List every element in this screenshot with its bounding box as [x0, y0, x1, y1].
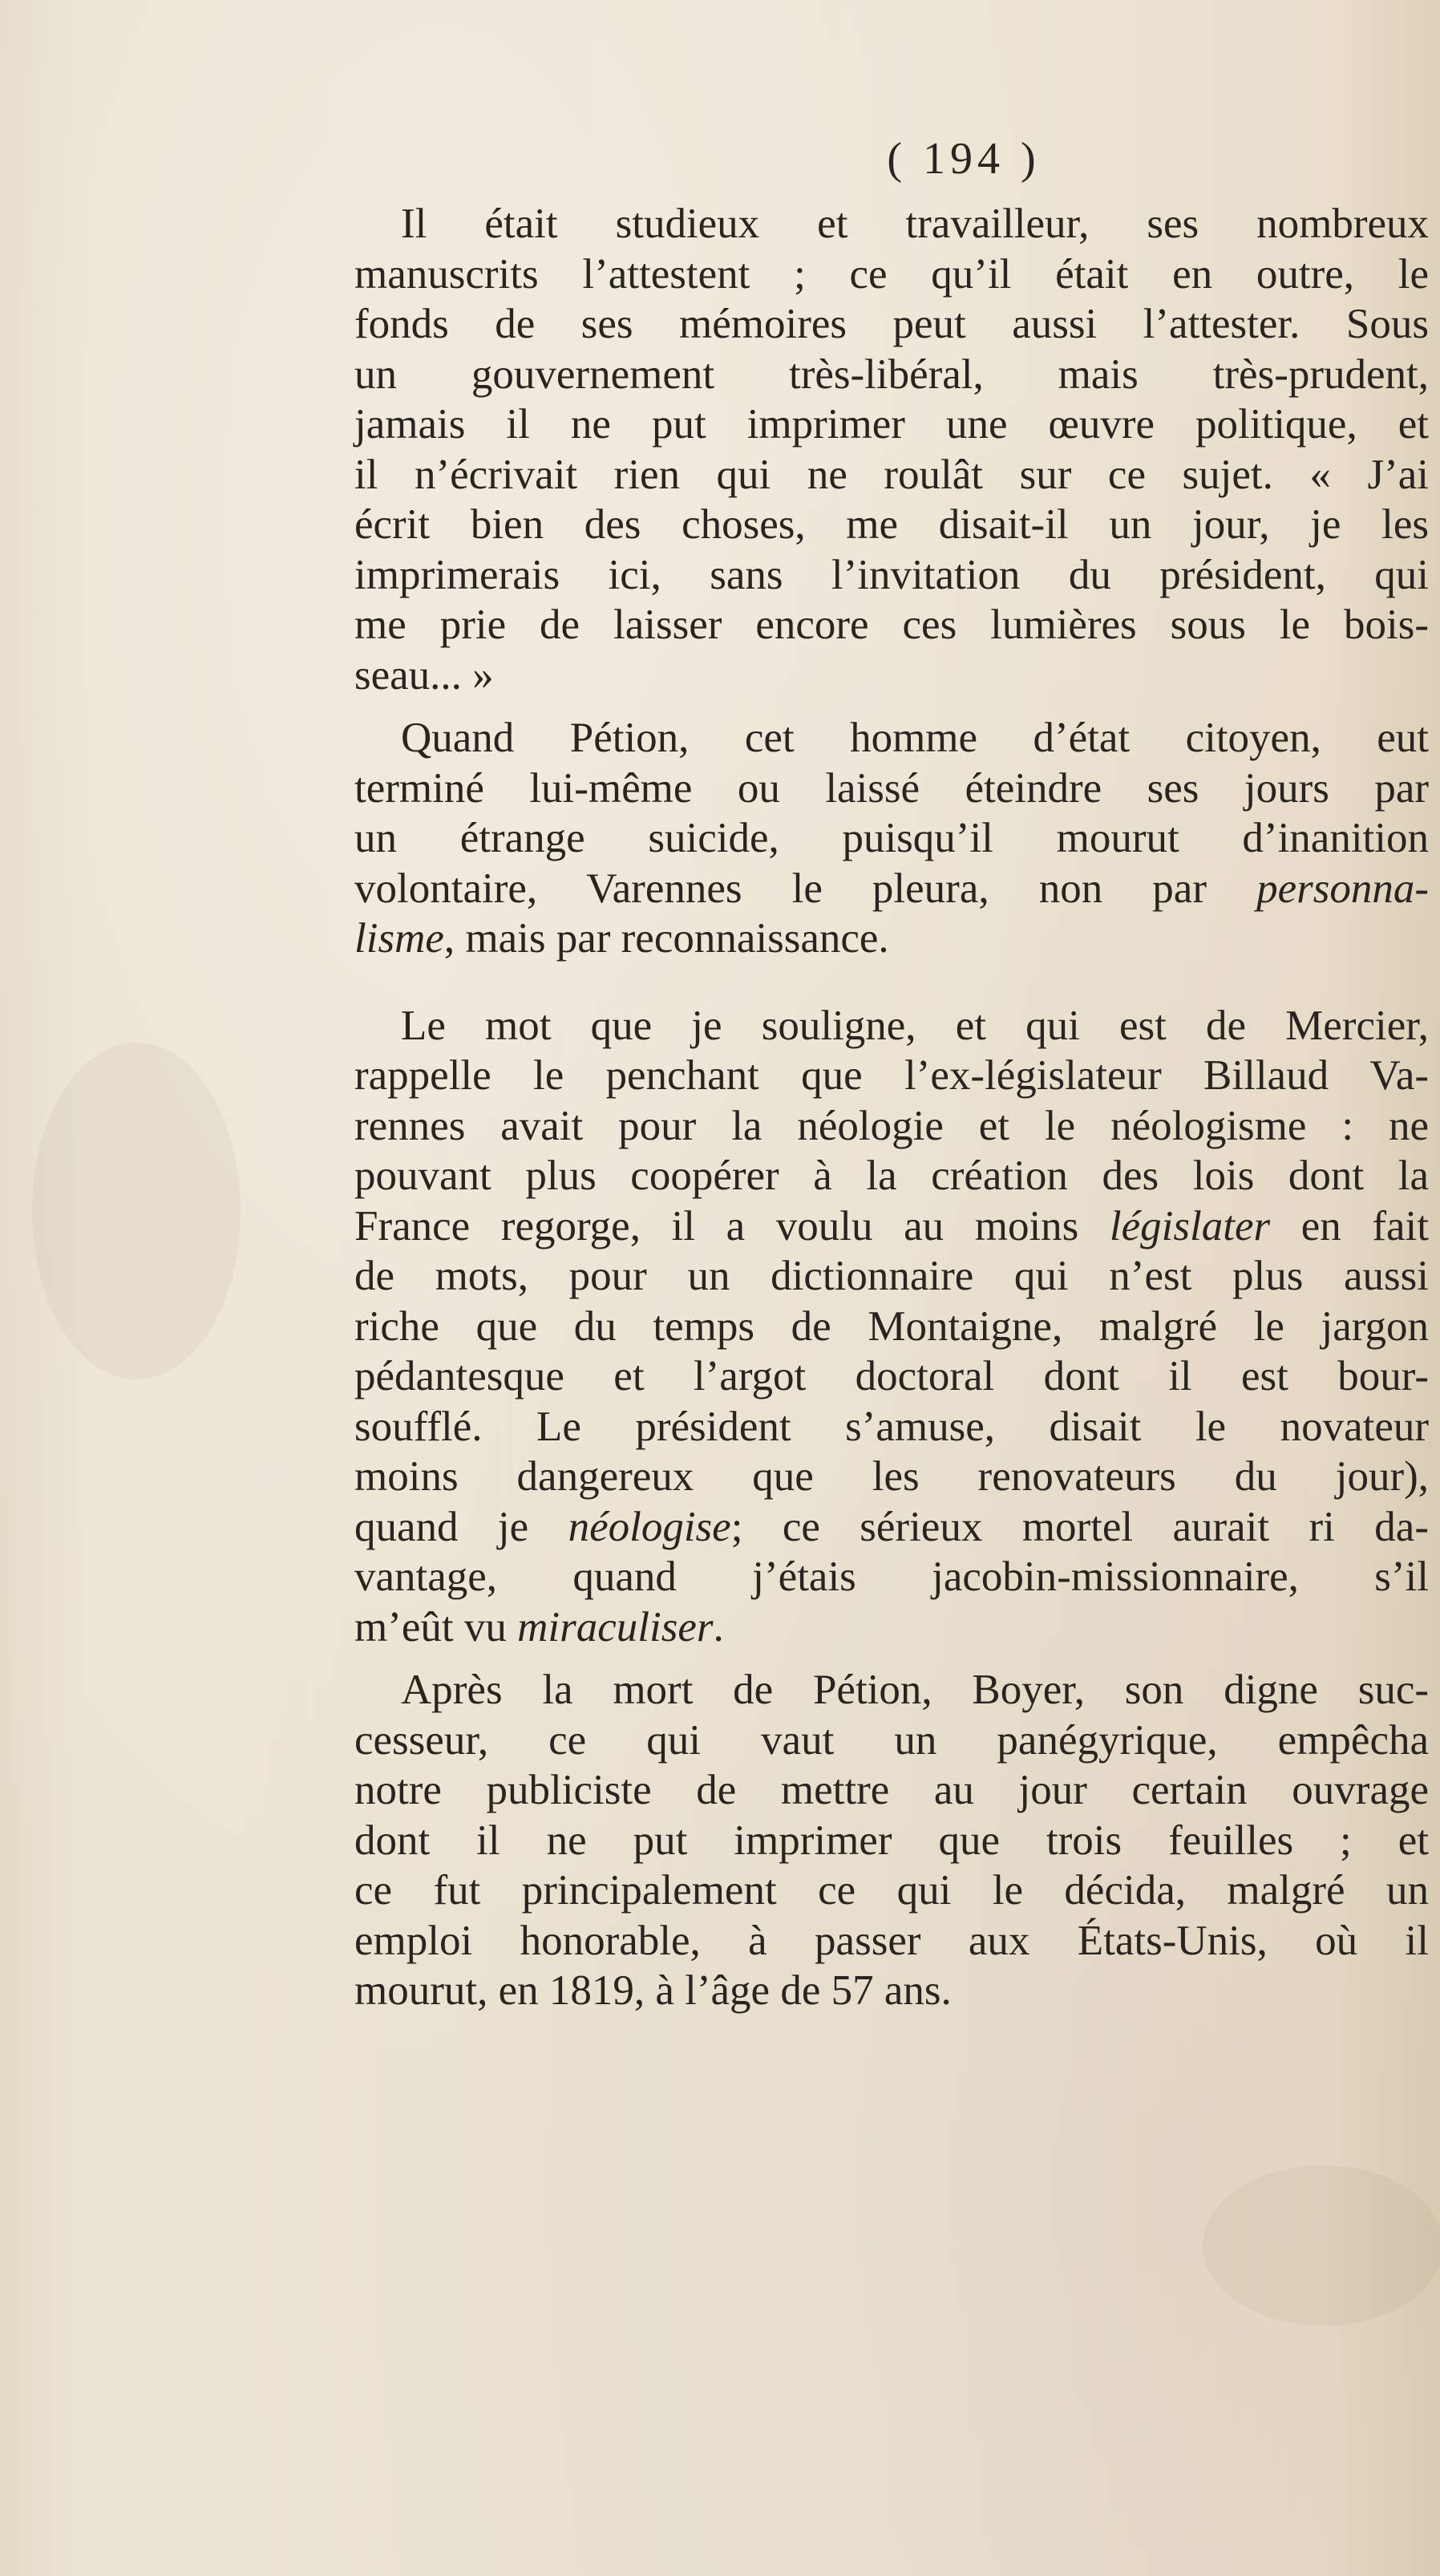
text-line: imprimerais ici, sans l’invitation du président, qui — [354, 551, 1429, 598]
paper-stain — [32, 1043, 241, 1379]
text-line: Quand Pétion, cet homme d’état citoyen, eut — [401, 715, 1429, 761]
text-line: France regorge, il a voulu au moins législater en fait — [354, 1202, 1429, 1250]
text-line: jamais il ne put imprimer une œuvre politique, et — [354, 401, 1429, 448]
text-line: pédantesque et l’argot doctoral dont il est bour- — [354, 1353, 1429, 1399]
paragraph-gap — [354, 977, 1429, 1001]
text-line: riche que du temps de Montaigne, malgré le jargon — [354, 1302, 1429, 1350]
text-line: ce fut principalement ce qui le décida, malgré un — [354, 1867, 1429, 1914]
text-line: m’eût vu miraculiser. — [354, 1603, 724, 1651]
paper-stain — [1203, 2165, 1440, 2326]
text-line: rennes avait pour la néologie et le néologisme : ne — [354, 1102, 1429, 1149]
text-line: soufflé. Le président s’amuse, disait le novateur — [354, 1403, 1429, 1450]
italic-word: personna- — [1256, 865, 1429, 912]
text-line: notre publiciste de mettre au jour certain ouvrage — [354, 1767, 1429, 1813]
text-line: seau... » — [354, 651, 494, 699]
text-line: pouvant plus coopérer à la création des lois dont la — [354, 1152, 1429, 1199]
paragraph-4 — [354, 1665, 1429, 2016]
text-line: un gouvernement très-libéral, mais très-prudent, — [354, 350, 1429, 398]
text-line: me prie de laisser encore ces lumières sous le bois- — [354, 601, 1429, 648]
text-line: emploi honorable, à passer aux États-Unis, où il — [354, 1917, 1429, 1964]
text-line: vantage, quand j’étais jacobin-missionnaire, s’il — [354, 1553, 1429, 1600]
paragraph-2 — [354, 713, 1429, 964]
text-line: Le mot que je souligne, et qui est de Mercier, — [401, 1002, 1429, 1049]
italic-word: miraculiser — [517, 1603, 714, 1651]
text-line: de mots, pour un dictionnaire qui n’est plus aussi — [354, 1253, 1429, 1299]
text-line: moins dangereux que les renovateurs du jour), — [354, 1453, 1429, 1500]
text-line: volontaire, Varennes le pleura, non par personna- — [354, 865, 1429, 912]
text-line: fonds de ses mémoires peut aussi l’attester. Sous — [354, 301, 1429, 347]
text-line: manuscrits l’attestent ; ce qu’il était en outre, le — [354, 250, 1429, 298]
text-line: cesseur, ce qui vaut un panégyrique, empêcha — [354, 1716, 1429, 1764]
text-line: dont il ne put imprimer que trois feuilles ; et — [354, 1817, 1429, 1864]
page-number: ( 194 ) — [887, 134, 1041, 184]
text-line: lisme, mais par reconnaissance. — [354, 915, 889, 962]
text-line: Après la mort de Pétion, Boyer, son digne suc- — [401, 1667, 1429, 1713]
paragraph-1 — [354, 199, 1429, 700]
text-line: il n’écrivait rien qui ne roulât sur ce sujet. « J’ai — [354, 451, 1429, 498]
italic-word: lisme — [354, 915, 444, 962]
italic-word: néologise — [568, 1503, 731, 1550]
text-line: mourut, en 1819, à l’âge de 57 ans. — [354, 1967, 952, 2014]
page-text — [354, 136, 1429, 2029]
text-line: Il était studieux et travailleur, ses nombreux — [401, 200, 1429, 247]
italic-word: législater — [1109, 1202, 1271, 1250]
paragraph-3 — [354, 1001, 1429, 1653]
text-line: terminé lui-même ou laissé éteindre ses jours par — [354, 764, 1429, 812]
text-line: écrit bien des choses, me disait-il un jour, je les — [354, 501, 1429, 548]
text-line: rappelle le penchant que l’ex-législateur Billaud Va- — [354, 1052, 1429, 1099]
text-line: un étrange suicide, puisqu’il mourut d’inanition — [354, 815, 1429, 861]
text-line: quand je néologise; ce sérieux mortel aurait ri da- — [354, 1503, 1429, 1550]
